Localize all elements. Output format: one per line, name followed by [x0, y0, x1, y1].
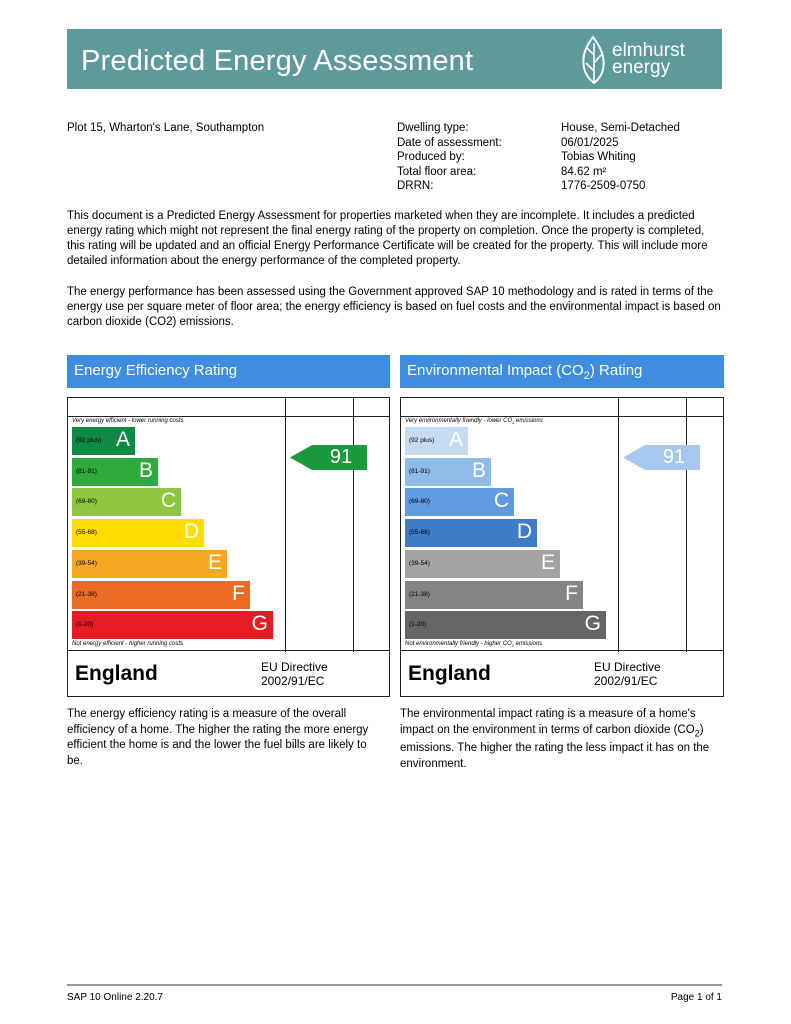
- row-divider: [68, 650, 389, 651]
- band-letter: B: [138, 458, 153, 482]
- efficiency-rating-value: 91: [329, 446, 353, 468]
- detail-label: DRRN:: [397, 180, 434, 193]
- details-labels: [397, 121, 502, 194]
- column-divider: [618, 398, 619, 652]
- logo-text-line2: energy: [612, 57, 671, 78]
- band-letter: G: [584, 612, 601, 636]
- band-range: (55-68): [76, 529, 97, 537]
- rating-band-c: [405, 488, 514, 516]
- note-subscript: 2: [512, 420, 515, 426]
- rating-band-d: [72, 519, 204, 547]
- band-letter: E: [207, 550, 222, 574]
- band-letter: C: [493, 489, 509, 513]
- column-divider: [353, 398, 354, 652]
- band-range: (39-54): [409, 559, 430, 567]
- environmental-top-note: [405, 418, 543, 425]
- efficiency-rating-arrow: [290, 445, 367, 470]
- rating-band-g: [72, 611, 273, 639]
- detail-label: Total floor area:: [397, 165, 477, 178]
- efficiency-country: England: [75, 662, 158, 685]
- band-letter: D: [183, 520, 199, 544]
- description-text: The environmental impact rating is a measure of a home's impact on the environment in terms of carbon dioxide (CO: [400, 708, 696, 736]
- environmental-rating-value: 91: [662, 446, 686, 468]
- rating-band-c: [72, 488, 181, 516]
- rating-band-e: [72, 550, 227, 578]
- description-text: ) emissions. The higher the rating the less impact it has on the environment.: [400, 723, 710, 770]
- leaf-icon: [577, 33, 611, 85]
- environmental-rating-arrow: [623, 445, 700, 470]
- band-range: (55-68): [409, 529, 430, 537]
- band-range: (1-20): [76, 621, 94, 629]
- footer-page-number: Page 1 of 1: [670, 992, 722, 1003]
- directive-line: EU Directive: [594, 660, 661, 674]
- page-title: Predicted Energy Assessment: [81, 45, 474, 77]
- band-letter: C: [160, 489, 176, 513]
- band-range: (81-91): [76, 467, 97, 475]
- band-range: (92 plus): [76, 437, 102, 444]
- detail-label: Dwelling type:: [397, 122, 469, 134]
- band-letter: F: [232, 581, 245, 605]
- environmental-country: England: [408, 662, 491, 685]
- rating-band-b: [405, 458, 491, 486]
- band-range: (1-20): [409, 621, 427, 629]
- efficiency-panel-title: Energy Efficiency Rating: [74, 362, 238, 379]
- rating-band-b: [72, 458, 158, 486]
- page-header: [67, 29, 722, 89]
- directive-line: EU Directive: [261, 660, 328, 674]
- rating-band-a: [72, 427, 135, 455]
- footer-version: SAP 10 Online 2.20.7: [67, 992, 163, 1003]
- band-letter: F: [565, 581, 578, 605]
- environmental-panel-header: [400, 355, 724, 388]
- band-range: (39-54): [76, 559, 97, 567]
- environmental-panel-title: [407, 362, 642, 382]
- note-text: Very environmentally friendly - lower CO: [405, 418, 513, 424]
- band-letter: D: [516, 520, 532, 544]
- note-subscript: 2: [511, 643, 514, 649]
- detail-label: Produced by:: [397, 151, 465, 164]
- band-range: (92 plus): [409, 437, 435, 444]
- rating-band-g: [405, 611, 606, 639]
- directive-line: 2002/91/EC: [594, 674, 658, 688]
- environmental-description: [400, 707, 722, 772]
- note-text: emissions: [513, 641, 543, 647]
- column-divider: [686, 398, 687, 652]
- title-subscript: 2: [583, 370, 590, 382]
- footer-divider: [67, 984, 722, 986]
- row-divider: [68, 416, 389, 417]
- band-range: (69-80): [409, 498, 430, 506]
- efficiency-description: The energy efficiency rating is a measure of the overall efficiency of a home. The higher the rating the more energy efficient the home is and the lower the fuel bills are likely to be.: [67, 708, 369, 767]
- band-range: (21-38): [409, 590, 430, 598]
- detail-value: 1776-2509-0750: [561, 180, 646, 193]
- methodology-paragraph: The energy performance has been assessed using the Government approved SAP 10 methodology and is rated in terms of the energy use per square meter of floor area; the energy efficiency is based on fuel costs and the environmental impact is based on carbon dioxide (CO2) emissions.: [67, 286, 721, 328]
- efficiency-top-note: Very energy efficient - lower running costs: [72, 418, 184, 424]
- efficiency-chart: [67, 397, 390, 697]
- intro-paragraph: This document is a Predicted Energy Assessment for properties marketed when they are incomplete. It includes a predicted energy rating which might not represent the final energy rating of the property on completion. Once the property is completed, this rating will be updated and an official Energy Performance Certificate will be created for the property. This will include more detailed information about the energy performance of the completed property.: [67, 210, 708, 267]
- band-range: (21-38): [76, 590, 97, 598]
- directive-line: 2002/91/EC: [261, 674, 325, 688]
- note-text: Not environmentally friendly - higher CO: [405, 641, 512, 647]
- rating-band-f: [405, 581, 583, 609]
- band-letter: B: [471, 458, 486, 482]
- elmhurst-logo: [577, 31, 717, 87]
- details-values: [561, 121, 680, 194]
- efficiency-directive: [261, 660, 328, 688]
- detail-value: 06/01/2025: [561, 136, 619, 149]
- column-divider: [285, 398, 286, 652]
- rating-band-e: [405, 550, 560, 578]
- detail-value: Tobias Whiting: [561, 151, 636, 164]
- rating-band-a: [405, 427, 468, 455]
- detail-value: 84.62 m²: [561, 165, 607, 178]
- detail-label: Date of assessment:: [397, 136, 502, 149]
- description-subscript: 2: [694, 727, 700, 738]
- rating-band-f: [72, 581, 250, 609]
- band-range: (69-80): [76, 498, 97, 506]
- environmental-bottom-note: [405, 641, 542, 648]
- band-letter: E: [540, 550, 555, 574]
- title-text: Environmental Impact (CO: [407, 362, 584, 379]
- note-text: emissions: [514, 418, 543, 424]
- band-letter: A: [448, 428, 463, 451]
- rating-band-d: [405, 519, 537, 547]
- environmental-directive: [594, 660, 661, 688]
- band-range: (81-91): [409, 467, 430, 475]
- logo-text-line1: elmhurst: [612, 40, 685, 61]
- property-address: Plot 15, Wharton's Lane, Southampton: [67, 122, 265, 134]
- row-divider: [401, 650, 723, 651]
- row-divider: [401, 416, 723, 417]
- environmental-chart: [400, 397, 724, 697]
- efficiency-panel-header: [67, 355, 390, 388]
- band-letter: A: [115, 428, 130, 451]
- band-letter: G: [251, 612, 268, 636]
- detail-value: House, Semi-Detached: [561, 122, 680, 134]
- title-text: ) Rating: [589, 362, 643, 379]
- efficiency-bottom-note: Not energy efficient - higher running costs: [72, 641, 184, 647]
